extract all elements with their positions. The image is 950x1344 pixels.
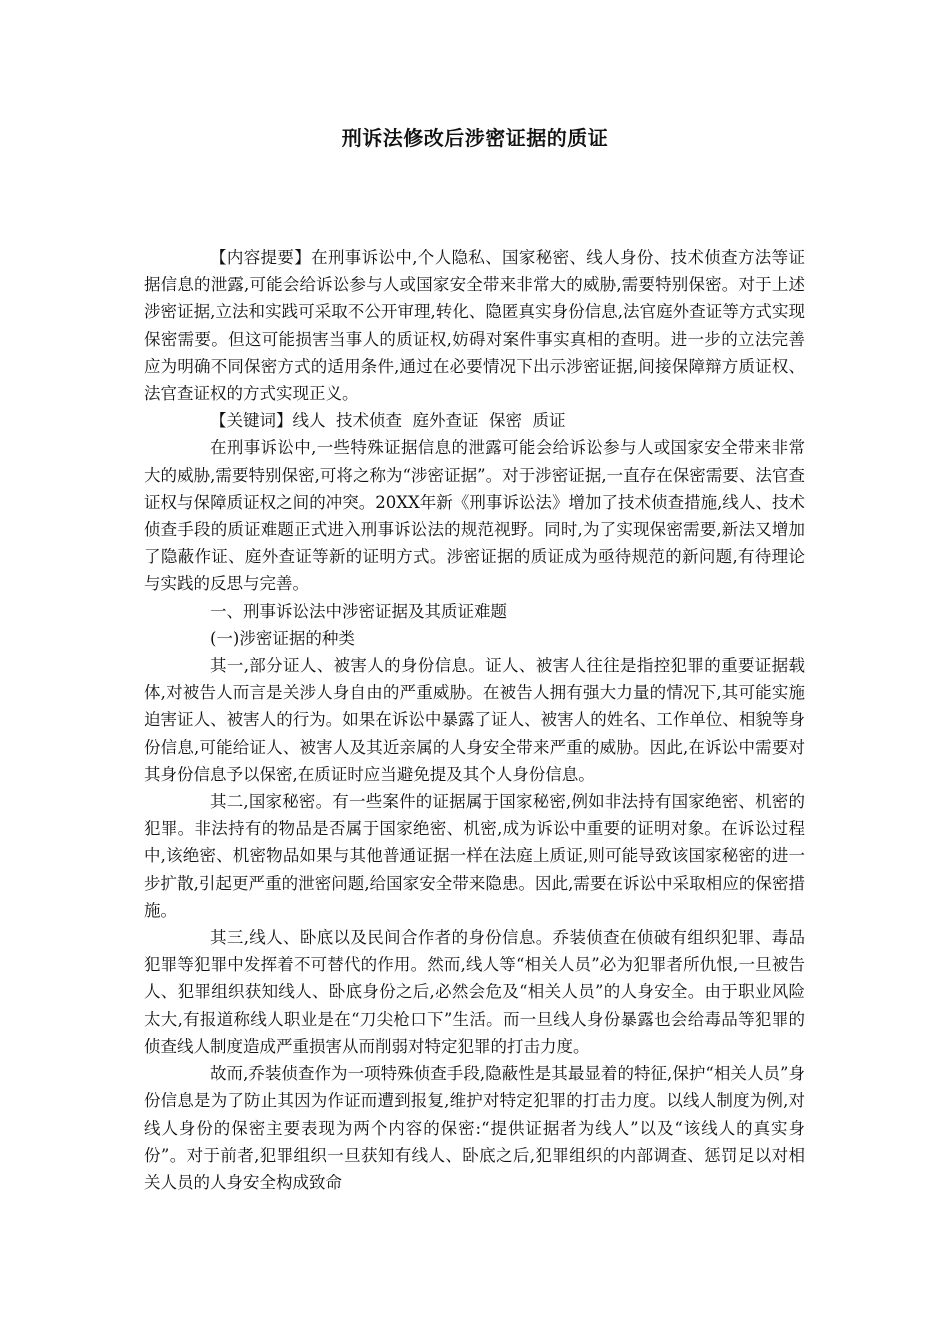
body-paragraph: 故而,乔装侦查作为一项特殊侦查手段,隐蔽性是其最显着的特征,保护“相关人员”身份信息是为了防止其因为作证而遭到报复,维护对特定犯罪的打击力度。以线人制度为例,对线人身份的保密主要表现为两个内容的保密:“提供证据者为线人”以及“该线人的真实身份”。对于前者,犯罪组织一旦获知有线人、卧底之后,犯罪组织的内部调查、惩罚足以对相关人员的人身安全构成致命	[144, 1064, 805, 1192]
body-paragraph: 其一,部分证人、被害人的身份信息。证人、被害人往往是指控犯罪的重要证据载体,对被告人而言是关涉人身自由的严重威胁。在被告人拥有强大力量的情况下,其可能实施迫害证人、被害人的行为。如果在诉讼中暴露了证人、被害人的姓名、工作单位、相貌等身份信息,可能给证人、被害人及其近亲属的人身安全带来严重的威胁。因此,在诉讼中需要对其身份信息予以保密,在质证时应当避免提及其个人身份信息。	[144, 656, 805, 784]
section-heading: 一、刑事诉讼法中涉密证据及其质证难题	[210, 601, 507, 621]
abstract-paragraph: 【内容提要】在刑事诉讼中,个人隐私、国家秘密、线人身份、技术侦查方法等证据信息的泄露,可能会给诉讼参与人或国家安全带来非常大的威胁,需要特别保密。对于上述涉密证据,立法和实践可采取不公开审理,转化、隐匿真实身份信息,法官庭外查证等方式实现保密需要。但这可能损害当事人的质证权,妨碍对案件事实真相的查明。进一步的立法完善应为明确不同保密方式的适用条件,通过在必要情况下出示涉密证据,间接保障辩方质证权、法官查证权的方式实现正义。	[144, 248, 805, 404]
document-body	[144, 244, 805, 1196]
body-paragraph: 其二,国家秘密。有一些案件的证据属于国家秘密,例如非法持有国家绝密、机密的犯罪。非法持有的物品是否属于国家绝密、机密,成为诉讼中重要的证明对象。在诉讼过程中,该绝密、机密物品如果与其他普通证据一样在法庭上质证,则可能导致该国家秘密的进一步扩散,引起更严重的泄密问题,给国家安全带来隐患。因此,需要在诉讼中采取相应的保密措施。	[144, 792, 805, 920]
body-paragraph: 其三,线人、卧底以及民间合作者的身份信息。乔装侦查在侦破有组织犯罪、毒品犯罪等犯罪中发挥着不可替代的作用。然而,线人等“相关人员”必为犯罪者所仇恨,一旦被告人、犯罪组织获知线人、卧底身份之后,必然会危及“相关人员”的人身安全。由于职业风险太大,有报道称线人职业是在“刀尖枪口下”生活。而一旦线人身份暴露也会给毒品等犯罪的侦查线人制度造成严重损害从而削弱对特定犯罪的打击力度。	[144, 928, 805, 1056]
intro-paragraph: 在刑事诉讼中,一些特殊证据信息的泄露可能会给诉讼参与人或国家安全带来非常大的威胁,需要特别保密,可将之称为“涉密证据”。对于涉密证据,一直存在保密需要、法官查证权与保障质证权之间的冲突。20XX年新《刑事诉讼法》增加了技术侦查措施,线人、技术侦查手段的质证难题正式进入刑事诉讼法的规范视野。同时,为了实现保密需要,新法又增加了隐蔽作证、庭外查证等新的证明方式。涉密证据的质证成为亟待规范的新问题,有待理论与实践的反思与完善。	[144, 438, 805, 594]
document-title: 刑诉法修改后涉密证据的质证	[341, 126, 609, 150]
keywords-paragraph: 【关键词】线人 技术侦查 庭外查证 保密 质证	[210, 411, 566, 431]
subsection-heading: (一)涉密证据的种类	[210, 628, 355, 648]
